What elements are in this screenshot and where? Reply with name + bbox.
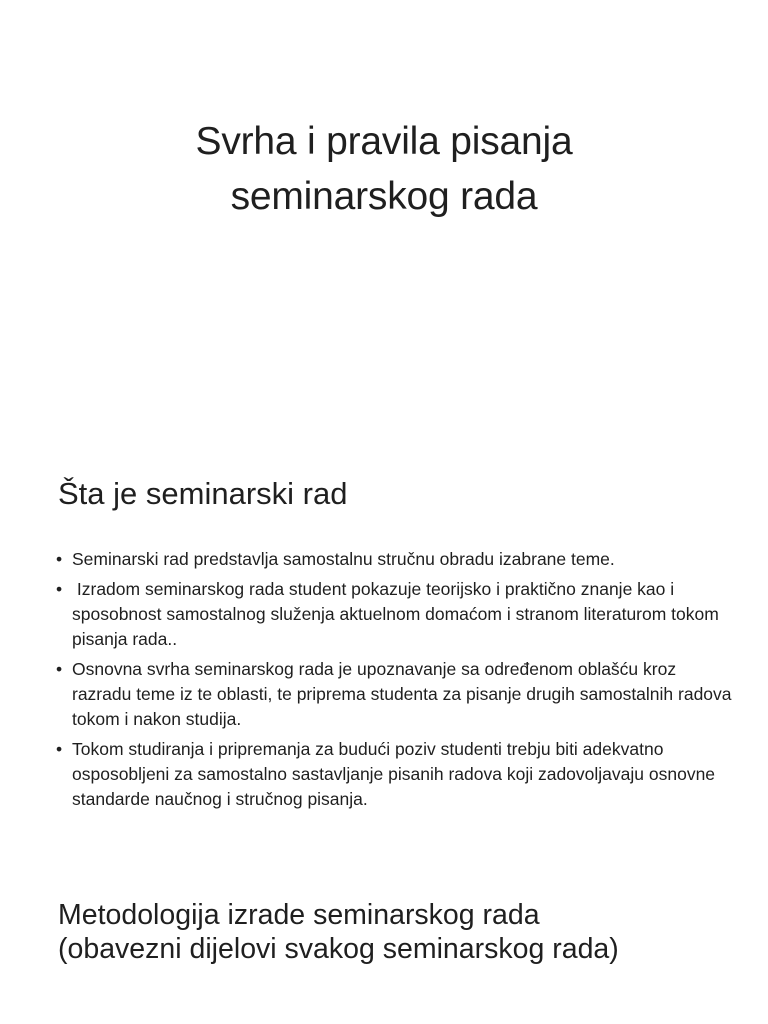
- bullet-text: Tokom studiranja i pripremanja za budući poziv studenti trebju biti adekvatno osposobljeni za samostalno sastavljanje pisanih radova koji zadovoljavaju osnovne standarde naučnog i stručnog pisanja.: [72, 739, 716, 809]
- bullet-list: [56, 547, 736, 817]
- bullet-item: [56, 657, 736, 732]
- bullet-item: [56, 737, 736, 812]
- bullet-text: Izradom seminarskog rada student pokazuje teorijsko i praktično znanje kao i sposobnost samostalnog služenja aktuelnom domaćom i stranom literaturom tokom pisanja rada..: [72, 579, 724, 649]
- bullet-icon: •: [56, 659, 63, 679]
- bullet-icon: •: [56, 549, 63, 569]
- section-heading: Šta je seminarski rad: [58, 476, 348, 511]
- next-section-heading-line-2: (obavezni dijelovi svakog seminarskog rada): [58, 933, 619, 965]
- bullet-item: [56, 547, 736, 572]
- next-section-heading-line-1: Metodologija izrade seminarskog rada: [58, 899, 540, 931]
- bullet-icon: •: [56, 739, 63, 759]
- slide-title-line-1: Svrha i pravila pisanja: [195, 120, 573, 163]
- bullet-item: [56, 577, 736, 652]
- bullet-icon: •: [56, 579, 63, 599]
- bullet-text: Osnovna svrha seminarskog rada je upoznavanje sa određenom oblašću kroz razradu teme iz te oblasti, te priprema studenta za pisanje drugih samostalnih radova tokom i nakon studija.: [72, 659, 732, 729]
- bullet-text: Seminarski rad predstavlja samostalnu stručnu obradu izabrane teme.: [72, 549, 615, 569]
- slide-title-line-2: seminarskog rada: [230, 175, 538, 218]
- slide-title: [0, 114, 768, 224]
- next-section-heading: [58, 898, 619, 966]
